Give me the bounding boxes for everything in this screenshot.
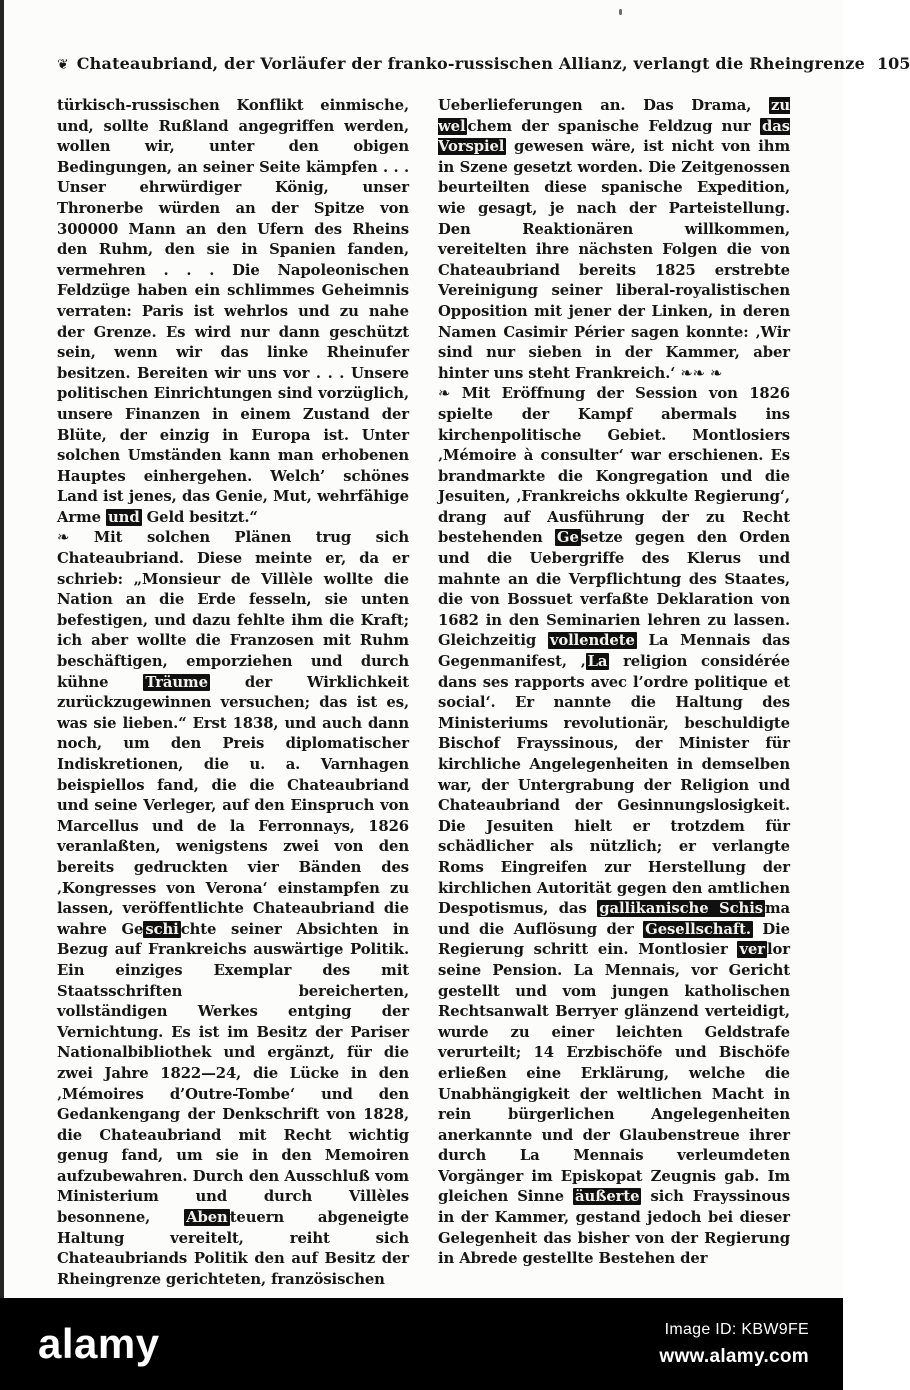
two-column-text-block (57, 96, 790, 1292)
left-column (57, 96, 409, 1292)
alamy-logo: alamy (38, 1320, 160, 1367)
alamy-url-text: www.alamy.com (659, 1345, 809, 1367)
paragraph: ❧ Mit solchen Plänen trug sich Chateaubriand. Diese meinte er, da er schrieb: „Monsieur de Villèle wollte die Nation an die Erde fesseln, sie unten befestigen, und dazu fehlte ihm die Kraft; ich aber wollte die Franzosen mit Ruhm beschäftigen, emporziehen und durch kühne Träume der Wirklichkeit zurückzugewinnen versuchen; das ist es, was sie lieben.“ Erst 1838, und auch dann noch, um den Preis diplomatischer Indiskretionen, die u. a. Varnhagen beispiellos fand, die die Chateaubriand und seine Verleger, auf den Einspruch von Marcellus und de la Ferronnays, 1826 veranlaßten, wenigstens zwei von den bereits gedruckten vier Bänden des ‚Kongresses von Verona‘ einstampfen zu lassen, veröffentlichte Chateaubriand die wahre Ge schi chte seiner Absichten in Bezug auf Frankreichs auswärtige Politik. Ein einziges Exemplar des mit Staatsschriften bereicherten, vollständigen Werkes entging der Vernichtung. Es ist im Besitz der Pariser Nationalbibliothek und ergänzt, für die zwei Jahre 1822—24, die Lücke in den ‚Mémoires d’Outre-Tombe‘ und den Gedankengang der Denkschrift von 1828, die Chateaubriand mit Recht wichtig genug fand, um sie in den Memoiren aufzubewahren. Durch den Ausschluß vom Ministerium und durch Villèles besonnene, Aben teuern abgeneigte Haltung vereitelt, reiht sich Chateaubriands Politik den auf Besitz der Rheingrenze gerichteten, französischen (57, 529, 409, 1288)
running-head-title: Chateaubriand, der Vorläufer der franko-russischen Allianz, verlangt die Rheingrenze (76, 54, 865, 73)
page-header (57, 54, 910, 73)
fleuron-ornament-icon: ❦ (57, 57, 69, 73)
page-number: 105 (876, 54, 910, 73)
paragraph: ❧ Mit Eröffnung der Session von 1826 spielte der Kampf abermals ins kirchenpolitische Gebiet. Montlosiers ‚Mémoire à consulter‘ war erschienen. Es brandmarkte die Kongregation und die Jesuiten, ‚Frankreichs okkulte Regierung‘, drang auf Ausführung der zu Recht bestehenden Ge setze gegen den Orden und die Uebergriffe des Klerus und mahnte an die Verpflichtung des Staates, die von Bossuet verfaßte Deklaration von 1682 in den Seminarien lehren zu lassen. Gleichzeitig vollendete La Mennais das Gegenmanifest, ‚ La religion considérée dans ses rapports avec l’ordre politique et social‘. Er nannte die Haltung des Ministeriums revolutionär, beschuldigte Bischof Frayssinous, der Minister für kirchliche Angelegenheiten in demselben war, der Untergrabung der Religion und Chateaubriand der Gesinnungslosigkeit. Die Jesuiten hielt er trotzdem für schädlicher als nützlich; er verlangte Roms Eingreifen zur Herstellung der kirchlichen Autorität gegen den amtlichen Despotismus, das gallikanische Schis ma und die Auflösung der Gesellschaft. Die Regierung schritt ein. Montlosier ver lor seine Pension. La Mennais, vor Gericht gestellt und vom jungen katholischen Rechtsanwalt Berryer glänzend verteidigt, wurde zu einer leichten Geldstrafe verurteilt; 14 Erzbischöfe und Bischöfe erließen eine Erklärung, welche die Unabhängigkeit der weltlichen Macht in rein bürgerlichen Angelegenheiten anerkannte und der Glaubenstreue ihrer durch La Mennais verleumdeten Vorgänger im Episkopat Zeugnis gab. Im gleichen Sinne äußerte sich Frayssinous in der Kammer, gestand jedoch bei dieser Gelegenheit das bisher von der Regierung in Abrede gestellte Bestehen der (438, 385, 791, 1268)
scan-edge-artifact (0, 0, 4, 1298)
paragraph: Ueberlieferungen an. Das Drama, zu wel chem der spanische Feldzug nur das Vorspiel gewesen wäre, ist nicht von ihm in Szene gesetzt worden. Die Zeitgenossen beurteilten diese spanische Expedition, wie gesagt, je nach der Parteistellung. Den Reaktionären willkommen, vereitelten ihre nächsten Folgen die von Chateaubriand bereits 1825 erstrebte Vereinigung seiner liberal-royalistischen Opposition mit jener der Linken, in deren Namen Casimir Périer sagen konnte: ‚Wir sind nur sieben in der Kammer, aber hinter uns steht Frankreich.‘ ❧❧ ❧ (438, 97, 790, 382)
alamy-watermark-bar (0, 1298, 843, 1390)
right-column (438, 96, 790, 1292)
watermark-meta (659, 1321, 809, 1368)
image-id-text: Image ID: KBW9FE (664, 1320, 809, 1338)
scan-speck-artifact (619, 9, 622, 15)
paragraph: türkisch-russischen Konflikt einmische, und, sollte Rußland angegriffen werden, wollen wir, unter den obigen Bedingungen, an seiner Seite kämpfen . . . Unser ehrwürdiger König, unser Thronerbe würden an der Spitze von 300000 Mann an den Ufern des Rheins den Ruhm, den sie in Spanien fanden, vermehren . . . Die Napoleonischen Feldzüge haben ein schlimmes Geheimnis verraten: Paris ist wehrlos und zu nahe der Grenze. Es wird nur dann geschützt sein, wenn wir das linke Rheinufer besitzen. Bereiten wir uns vor . . . Unsere politischen Einrichtungen sind vorzüglich, unsere Finanzen in einem Zustand der Blüte, der einzig in Europa ist. Unter solchen Umständen kann man erhobenen Hauptes einhergehen. Welch’ schönes Land ist jenes, das Genie, Mut, wehrfähige Arme und Geld besitzt.“ (57, 97, 409, 526)
